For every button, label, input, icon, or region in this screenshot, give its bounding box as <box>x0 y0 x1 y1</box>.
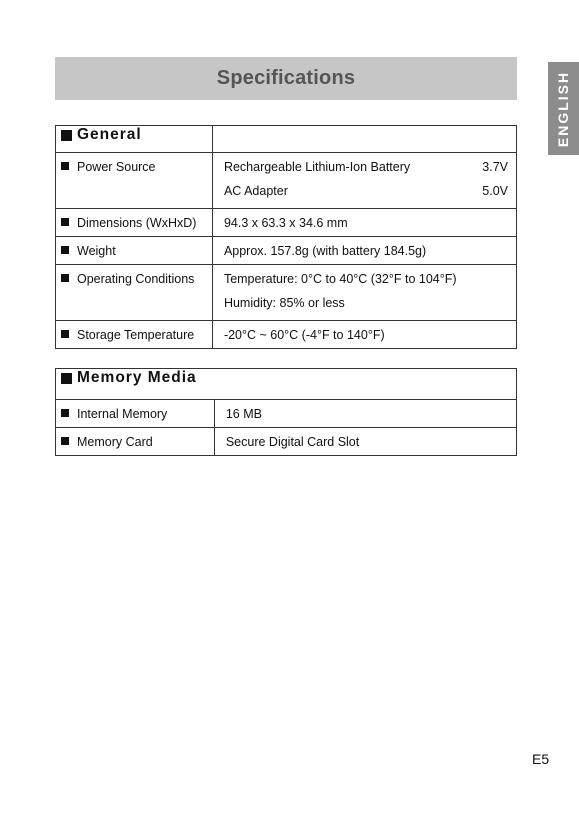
spec-value-line <box>224 244 508 258</box>
spec-value-line <box>224 216 508 230</box>
spec-row <box>56 321 517 349</box>
general-section-header <box>56 126 517 153</box>
general-rows <box>56 153 517 349</box>
spec-value-line <box>224 328 508 342</box>
spec-row <box>56 265 517 321</box>
spec-row <box>56 153 517 209</box>
spec-value: Humidity: 85% or less <box>223 296 345 310</box>
general-spec-table <box>55 125 517 349</box>
language-tab <box>548 62 579 155</box>
section-bullet-icon <box>61 373 72 384</box>
spec-label: Internal Memory <box>77 407 168 421</box>
spec-value-line <box>226 407 508 421</box>
memory-spec-table <box>55 368 517 456</box>
spec-row <box>56 400 517 428</box>
spec-row <box>56 237 517 265</box>
bullet-icon <box>61 330 69 338</box>
spec-value: AC Adapter <box>223 184 288 198</box>
spec-value: Temperature: 0°C to 40°C (32°F to 104°F) <box>223 272 457 286</box>
spec-value: Secure Digital Card Slot <box>225 435 360 449</box>
section-bullet-icon <box>61 130 72 141</box>
bullet-icon <box>61 246 69 254</box>
spec-value-line <box>224 160 508 174</box>
spec-value-line <box>224 272 508 286</box>
memory-section-header <box>56 369 517 400</box>
spec-value: 94.3 x 63.3 x 34.6 mm <box>223 216 348 230</box>
page-number: E5 <box>532 751 550 767</box>
bullet-icon <box>61 162 69 170</box>
memory-rows <box>56 400 517 456</box>
general-section-title: General <box>77 126 142 143</box>
spec-value-rating: 5.0V <box>482 184 508 198</box>
spec-label: Dimensions (WxHxD) <box>77 216 197 230</box>
page-title: Specifications <box>216 67 356 89</box>
spec-value: -20°C ~ 60°C (-4°F to 140°F) <box>223 328 385 342</box>
spec-label: Weight <box>77 244 116 258</box>
spec-label: Storage Temperature <box>77 328 195 342</box>
spec-value-line <box>226 435 508 449</box>
bullet-icon <box>61 274 69 282</box>
spec-label: Memory Card <box>77 435 153 449</box>
spec-value-line <box>224 181 508 202</box>
spec-row <box>56 209 517 237</box>
spec-value-rating: 3.7V <box>482 160 508 174</box>
spec-value: Rechargeable Lithium-Ion Battery <box>223 160 411 174</box>
spec-value-line <box>224 293 508 314</box>
spec-value: 16 MB <box>225 407 262 421</box>
bullet-icon <box>61 437 69 445</box>
bullet-icon <box>61 218 69 226</box>
memory-section-title: Memory Media <box>77 369 197 386</box>
bullet-icon <box>61 409 69 417</box>
spec-row <box>56 428 517 456</box>
spec-label: Power Source <box>77 160 156 174</box>
header-bar <box>55 57 517 100</box>
language-tab-label: ENGLISH <box>555 70 572 147</box>
spec-label: Operating Conditions <box>77 272 195 286</box>
spec-value: Approx. 157.8g (with battery 184.5g) <box>223 244 427 258</box>
